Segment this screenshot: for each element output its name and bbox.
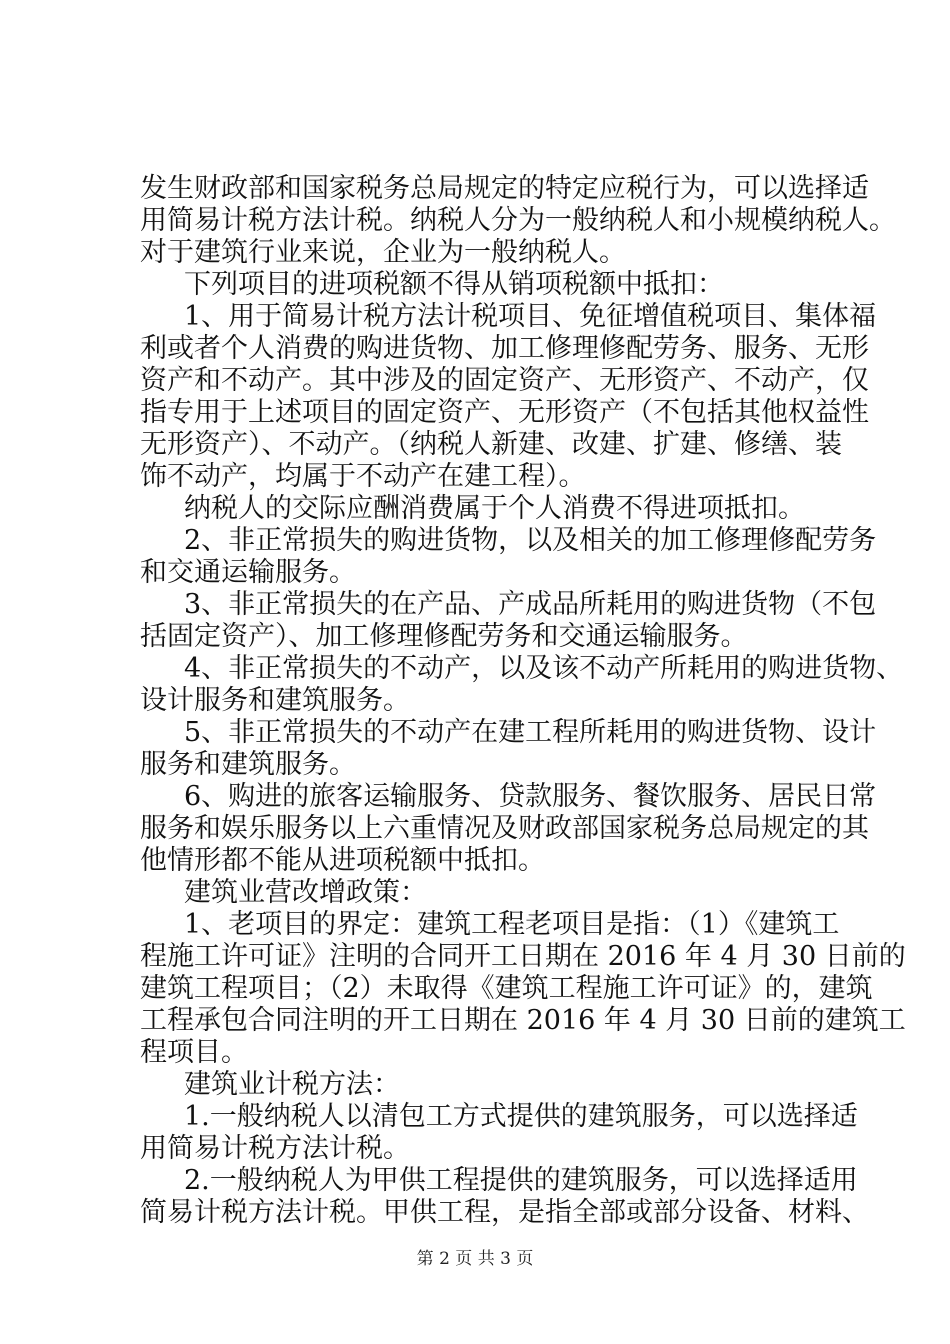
text-line: 饰不动产，均属于不动产在建工程）。 bbox=[140, 461, 586, 492]
text-line: 指专用于上述项目的固定资产、无形资产（不包括其他权益性 bbox=[140, 397, 869, 428]
text-line: 1.一般纳税人以清包工方式提供的建筑服务，可以选择适 bbox=[184, 1101, 858, 1132]
text-line: 服务和建筑服务。 bbox=[140, 749, 356, 780]
page-footer: 第 2 页 共 3 页 bbox=[416, 1249, 534, 1269]
text-line: 程项目。 bbox=[140, 1037, 248, 1068]
text-line: 建筑工程项目；（2）未取得《建筑工程施工许可证》的，建筑 bbox=[140, 973, 873, 1004]
text-line: 2.一般纳税人为甲供工程提供的建筑服务，可以选择适用 bbox=[184, 1165, 858, 1196]
text-line: 1、老项目的界定：建筑工程老项目是指：（1）《建筑工 bbox=[184, 909, 840, 940]
text-line: 工程承包合同注明的开工日期在 2016 年 4 月 30 日前的建筑工 bbox=[140, 1005, 906, 1036]
document-body bbox=[140, 173, 906, 1229]
text-line: 括固定资产）、加工修理修配劳务和交通运输服务。 bbox=[140, 621, 748, 652]
text-line: 建筑业营改增政策： bbox=[184, 877, 427, 908]
text-line: 资产和不动产。其中涉及的固定资产、无形资产、不动产，仅 bbox=[140, 365, 869, 396]
text-line: 简易计税方法计税。甲供工程，是指全部或部分设备、材料、 bbox=[140, 1197, 869, 1228]
text-line: 和交通运输服务。 bbox=[140, 557, 356, 588]
text-line: 2、非正常损失的购进货物，以及相关的加工修理修配劳务 bbox=[184, 525, 877, 556]
text-line: 6、购进的旅客运输服务、贷款服务、餐饮服务、居民日常 bbox=[184, 781, 877, 812]
text-line: 下列项目的进项税额不得从销项税额中抵扣： bbox=[184, 269, 724, 300]
text-line: 程施工许可证》注明的合同开工日期在 2016 年 4 月 30 日前的 bbox=[140, 941, 906, 972]
text-line: 用简易计税方法计税。 bbox=[140, 1133, 410, 1164]
text-line: 1、用于简易计税方法计税项目、免征增值税项目、集体福 bbox=[184, 301, 877, 332]
text-line: 纳税人的交际应酬消费属于个人消费不得进项抵扣。 bbox=[184, 493, 805, 524]
text-line: 用简易计税方法计税。纳税人分为一般纳税人和小规模纳税人。 bbox=[140, 205, 896, 236]
text-line: 利或者个人消费的购进货物、加工修理修配劳务、服务、无形 bbox=[140, 333, 869, 364]
text-line: 3、非正常损失的在产品、产成品所耗用的购进货物（不包 bbox=[184, 589, 877, 620]
text-line: 无形资产）、不动产。（纳税人新建、改建、扩建、修缮、装 bbox=[140, 429, 842, 460]
text-line: 建筑业计税方法： bbox=[184, 1069, 400, 1100]
text-line: 设计服务和建筑服务。 bbox=[140, 685, 410, 716]
text-line: 他情形都不能从进项税额中抵扣。 bbox=[140, 845, 545, 876]
text-line: 4、非正常损失的不动产，以及该不动产所耗用的购进货物、 bbox=[184, 653, 904, 684]
text-line: 5、非正常损失的不动产在建工程所耗用的购进货物、设计 bbox=[184, 717, 877, 748]
text-line: 对于建筑行业来说，企业为一般纳税人。 bbox=[140, 237, 626, 268]
text-line: 发生财政部和国家税务总局规定的特定应税行为，可以选择适 bbox=[140, 173, 869, 204]
text-line: 服务和娱乐服务以上六重情况及财政部国家税务总局规定的其 bbox=[140, 813, 869, 844]
